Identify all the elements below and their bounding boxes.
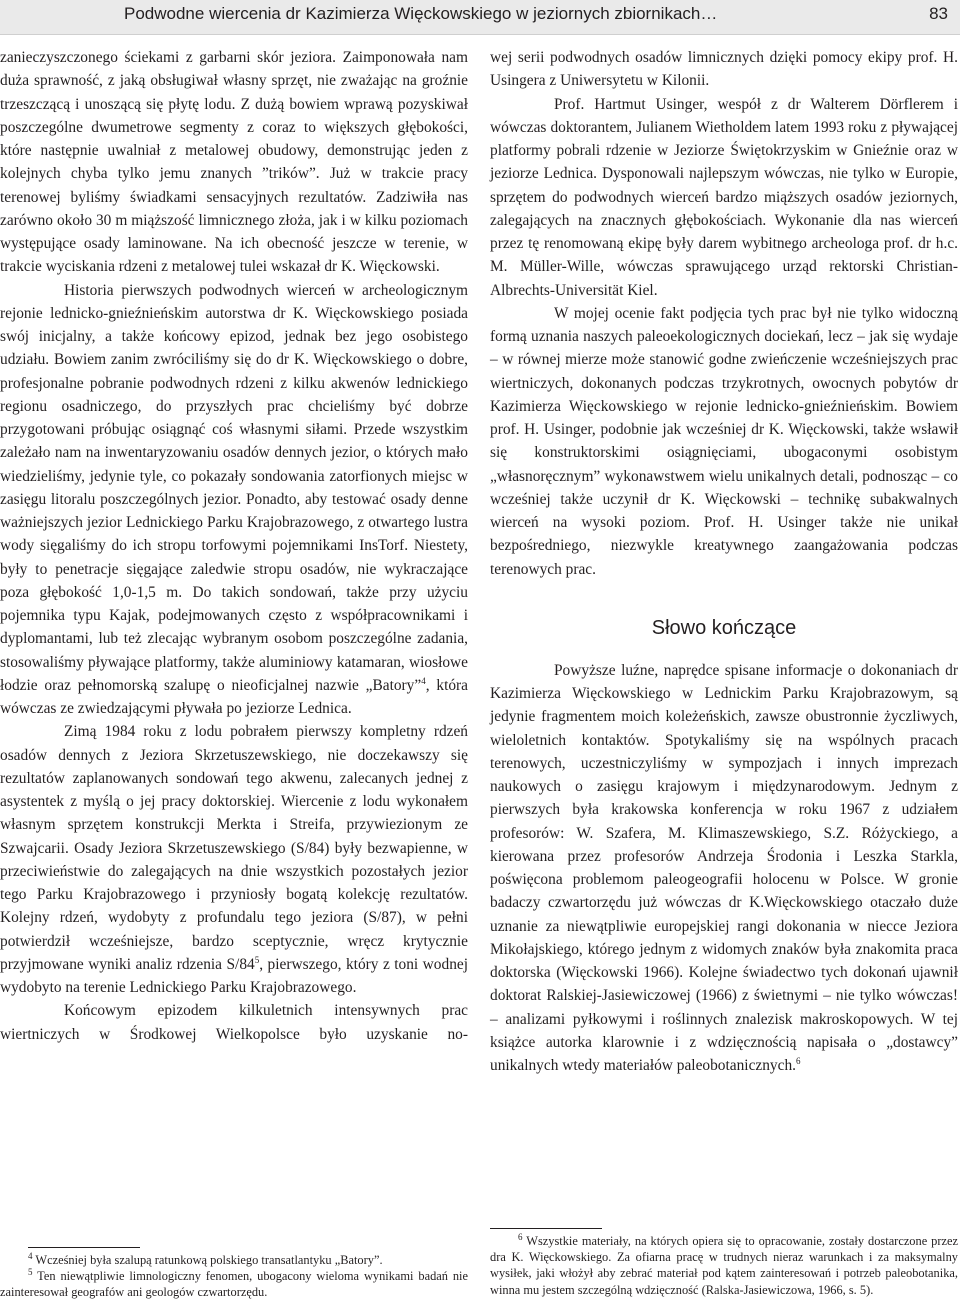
paragraph: wej serii podwodnych osadów limnicznych dzięki pomocy ekipy prof. H. Usingera z Uniwersytetu w Kilonii.	[490, 49, 958, 90]
running-title: Podwodne wiercenia dr Kazimierza Więckowskiego w jeziornych zbiornikach…	[124, 4, 718, 23]
paragraph	[490, 659, 958, 1078]
footnote	[0, 1252, 468, 1268]
paragraph	[0, 720, 468, 999]
footnote-mark: 5	[28, 1267, 33, 1278]
footnote-text: Wcześniej była szalupą ratunkową polskiego transatlantyku „Batory”.	[32, 1253, 383, 1267]
footnote-text: Wszystkie materiały, na których opiera się to opracowanie, zostały dostarczone przez dra K. Więckowskiego. Za ofiarna pracę w trudnych nieraz warunkach i za maksymalny wysiłek, jaki włożył aby zebrać materiał pod kątem zainteresowań i potrzeb paleobotanika, winna mu jestem szczególną wdzięczność (Ralska-Jasiewiczowa, 1966, s. 5).	[490, 1234, 958, 1297]
footnote-mark: 6	[518, 1231, 523, 1242]
footnote-rule	[490, 1228, 602, 1229]
footnote-ref: 4	[421, 675, 426, 686]
footnote-rule	[28, 1247, 140, 1248]
footnotes-left	[0, 1247, 468, 1301]
paragraph-text: , która wówczas ze zwiedzającymi pływała po jeziorze Lednica.	[0, 676, 468, 717]
footnote-mark: 4	[28, 1250, 33, 1261]
page-number: 83	[929, 4, 948, 23]
paragraph: Prof. Hartmut Usinger, wespół z dr Walterem Dörflerem i wówczas doktorantem, Julianem Wietholdem latem 1993 roku z pływającej platformy pobrali rdzenie w Jeziorze Świętokrzyskim w Gnieźnie oraz w jeziorze Lednica. Dysponowali najlepszym wówczas, nie tylko w Europie, sprzętem do podwodnych wierceń bardzo miąższych osadów jeziornych, zalegających na znacznych głębokościach. Wykonanie dla nas wierceń przez tę renomowaną ekipę były darem wybitnego archeologa prof. dr h.c. M. Müller-Wille, wówczas sprawującego urząd rektorski Christian-Albrechts-Universität Kiel.	[490, 95, 958, 299]
running-header	[0, 0, 960, 35]
right-column	[490, 46, 958, 1077]
paragraph: zanieczyszczonego ściekami z garbarni skór jeziora. Zaimponowała nam duża sprawność, z jaką obsługiwał własny sprzęt, nie zważając na groźnie trzeszczącą i unoszącą się płytę lodu. Z dużą bowiem wprawą pozyskiwał poszczególne dwumetrowe segmenty z coraz to większych głębokości, które następnie uwalniał z metalowej obudowy, demonstrując jeden z kolejnych chyba tylko jemu znanych ”trików”. Już w trakcie pracy terenowej byliśmy świadkami sensacyjnych rezultatów. Zadziwiła nas zarówno około 30 m miąższość limnicznego złoża, jak i w kilku poziomach występujące osady laminowane. Na ich obecność jeszcze w terenie, w trakcie wyciskania rdzeni z metalowej tulei wskazał dr K. Więckowski.	[0, 49, 468, 276]
paragraph-text: Zimą 1984 roku z lodu pobrałem pierwszy kompletny rdzeń osadów dennych z Jeziora Skrzetuszewskiego, nie doczekawszy się rezultatów zaplanowanych sondowań tego akwenu, zalecanych jednej z asystentek z myślą o jej pracy doktorskiej. Wiercenie z lodu wykonałem własnym sprzętem konstrukcji Merkta i Streifa, przywiezionym ze Szwajcarii. Osady Jeziora Skrzetuszewskiego (S/84) były bezwapienne, w przeciwieństwie do zalegających na dnie wszystkich pozostałych jezior tego Parku Krajobrazowego i przyniosły bogatą kolekcję rezultatów. Kolejny rdzeń, wydobyty z profundalu tego jeziora (S/87), w pełni potwierdził wcześniejsze, bardzo sceptycznie, wręcz krytycznie przyjmowane wyniki analiz rdzenia S/84	[0, 723, 468, 973]
paragraph-text: Historia pierwszych podwodnych wierceń w archeologicznym rejonie lednicko-gnieźnieńskim autorstwa dr K. Więckowskiego posiada swój inicjalny, a także końcowy epizod, jednak bez jego osobistego udziału. Bowiem zanim zwróciliśmy się do dr K. Więckowskiego o dobre, profesjonalne pobranie podwodnych rdzeni z kilku akwenów lednickiego regionu osadniczego, do przyszłych prac chcieliśmy być dobrze przygotowani próbując osiągnąć coś własnymi siłami. Przede wszystkim zależało nam na inwentaryzowaniu osadów dennych jezior, o których mało wiedzieliśmy, jedynie tyle, co pokazały sondowania zatorfionych miejsc w zasięgu litoralu poszczególnych jezior. Ponadto, aby testować osady denne ważniejszych jezior Lednickiego Parku Krajobrazowego, z otwartego lustra wody sięgaliśmy do ich stropu torfowymi pojemnikami InsTorf. Niestety, były to penetracje sięgające zaledwie stropu osadów, nie wykraczające poza głębokość 1,0-1,5 m. Do takich sondowań, także przy użyciu pojemnika typu Kajak, podejmowanych często z współpracownikami i dyplomantami, lub też zlecając wybranym osobom poszczególne zadania, stosowaliśmy pływające platformy, także aluminiowy katamaran, wiosłowe łodzie oraz pełnomorską szalupę o nieoficjalnej nazwie „Batory”	[0, 281, 468, 694]
footnote-ref: 5	[254, 954, 260, 965]
footnote	[0, 1268, 468, 1300]
footnote-ref: 6	[796, 1055, 801, 1066]
paragraph: W mojej ocenie fakt podjęcia tych prac był nie tylko widoczną formą uznania naszych paleoekologicznych dociekań, lecz – jak się wydaje – w równej mierze może stanowić godne zwieńczenie wcześniejszych prac wiertniczych, dokonanych podczas trzykrotnych, owocnych pobytów dr Kazimierza Więckowskiego w rejonie lednicko-gnieźnieńskim. Bowiem prof. H. Usinger, podobnie jak wcześniej dr K. Więckowski, także wsławił się konstruktorskimi osiągnięciami, ubogaconymi osobistym „własnoręcznym” wykonawstwem wielu unikalnych detali, podnosząc – co wcześniej także uczynił dr K. Więckowski – technikę subakwalnych wierceń na wysoki poziom. Prof. H. Usinger także nie unikał bezpośredniego, niezwykle kreatywnego zaangażowania podczas terenowych prac.	[490, 304, 958, 578]
paragraph-text: Powyższe luźne, naprędce spisane informacje o dokonaniach dr Kazimierza Więckowskiego w Lednickim Parku Krajobrazowym, są jedynie fragmentem moich koleżeńskich, zawsze obustronnie życzliwych, wieloletnich kontaktów. Spotykaliśmy się na wspólnych pracach terenowych, uczestniczyliśmy w sympozjach i innych imprezach naukowych o zasięgu krajowym i międzynarodowym. Jednym z pierwszych była krakowska konferencja w roku 1967 z udziałem profesorów: W. Szafera, M. Klimaszewskiego, S.Z. Różyckiego, a kierowana przez profesorów Andrzeja Środonia i Leszka Starkla, poświęcona problemom paleogeografii holocenu w Polsce. W gronie badaczy czwartorzędu już wówczas dr K.Więckowskiego otaczało duże uznanie za niewątpliwie europejskiej rangi dokonania w niecce Jeziora Mikołajskiego, którego jednym z widomych znaków była znakomita praca doktorska (Więckowski 1966). Kolejne świadectwo tych dokonań ujawnił doktorat Ralskiej-Jasiewiczowej (1966) z świetnymi – nie tylko wówczas! – analizami pyłkowymi i roślinnych znalezisk makroskopowych. W tej książce autorka klarownie i z wdzięcznością napisała o „dostawcy” unikalnych wtedy materiałów paleobotanicznych.	[490, 661, 958, 1074]
footnote	[490, 1233, 958, 1298]
footnote-text: Ten niewątpliwie limnologiczny fenomen, ubogacony wieloma wynikami badań nie zainteresował geografów ani geologów czwartorzędu.	[0, 1269, 468, 1300]
footnotes-right	[490, 1228, 958, 1298]
left-column	[0, 46, 468, 1046]
paragraph-text: , pierwszego, który z toni wodnej wydobyto na terenie Lednickiego Parku Krajobrazowego.	[0, 955, 468, 996]
section-heading: Słowo kończące	[651, 616, 797, 639]
paragraph	[0, 279, 468, 721]
paragraph: Końcowym epizodem kilkuletnich intensywnych prac wiertniczych w Środkowej Wielkopolsce było uzyskanie no-	[0, 1002, 468, 1043]
